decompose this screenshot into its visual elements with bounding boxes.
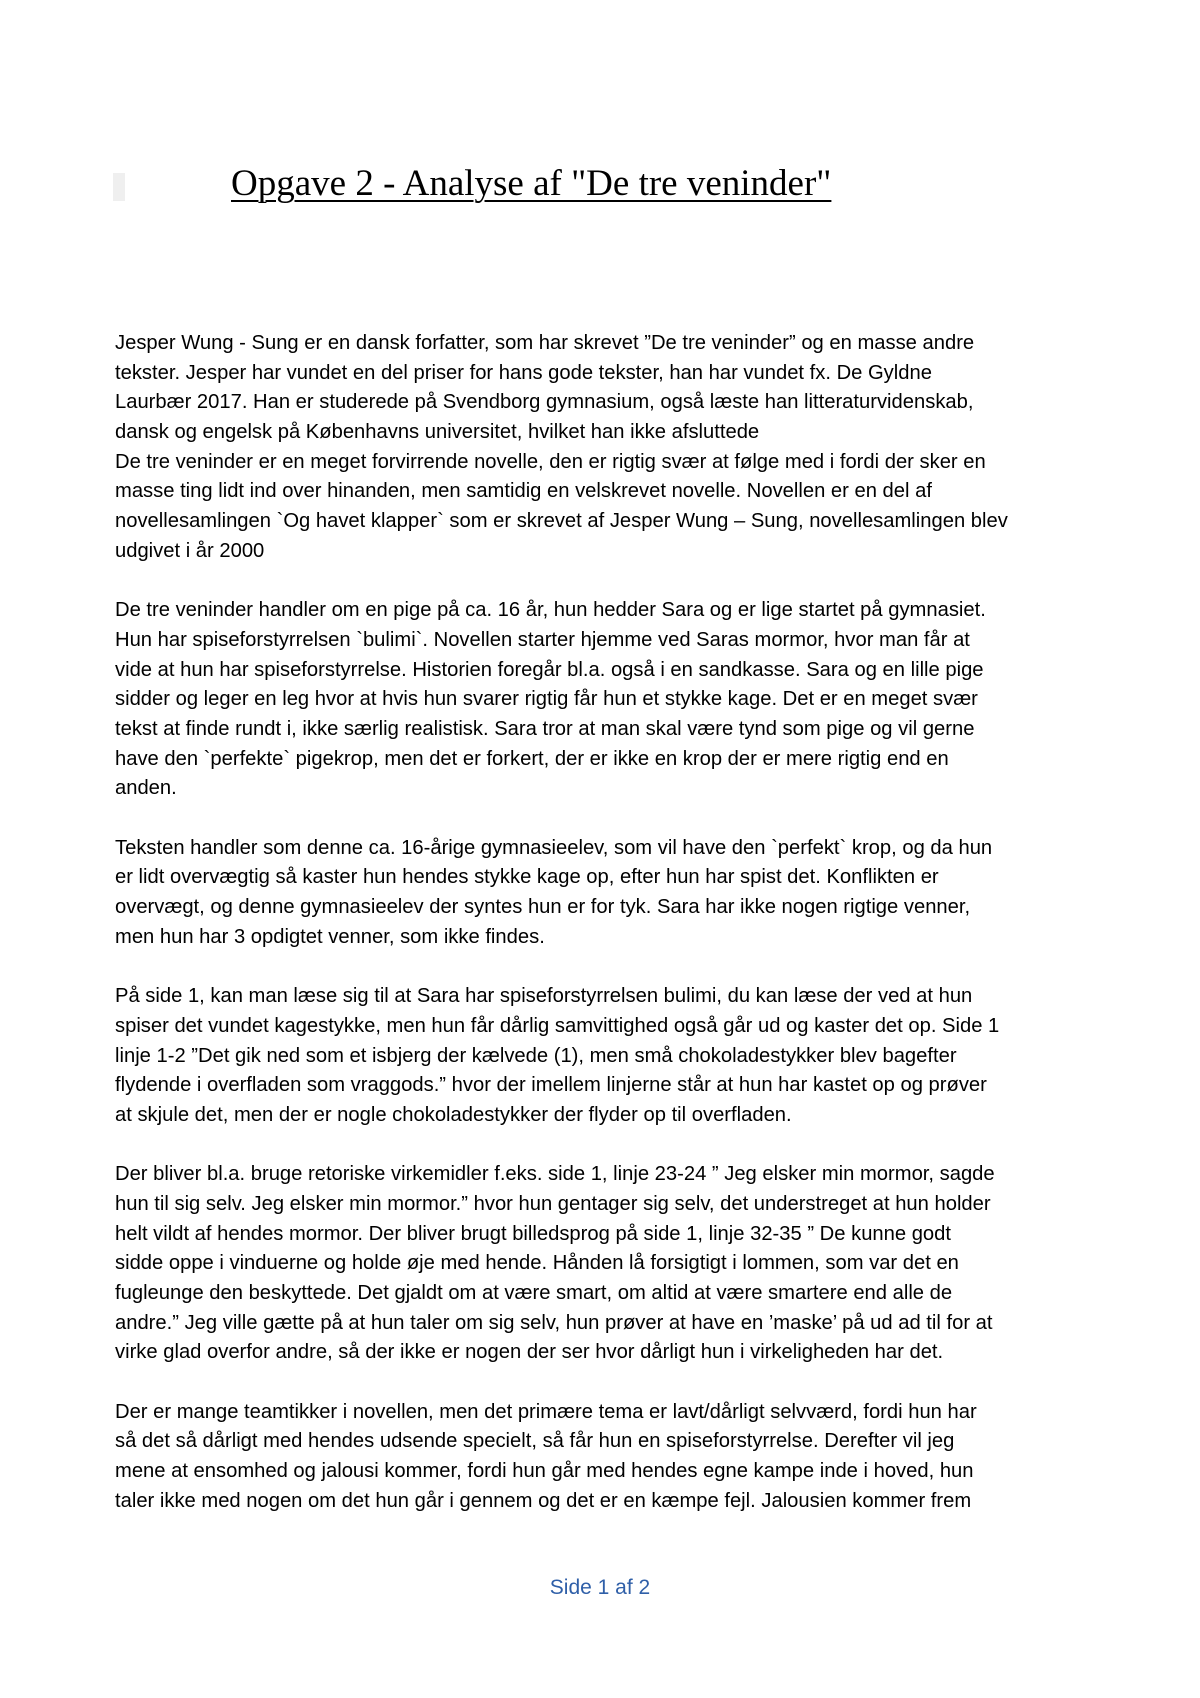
page-number-footer: Side 1 af 2: [549, 1576, 651, 1599]
text-line: virke glad overfor andre, så der ikke er nogen der ser hvor dårligt hun i virkeligheden har det.: [115, 1341, 944, 1364]
text-line: dansk og engelsk på Københavns universitet, hvilket han ikke afsluttede: [115, 421, 760, 444]
text-line: tekster. Jesper har vundet en del priser for hans gode tekster, han har vundet fx. De Gyldne: [115, 361, 932, 384]
paragraph-1: [115, 329, 1115, 567]
text-line: andre.” Jeg ville gætte på at hun taler om sig selv, hun prøver at have en ’maske’ på ud ad til for at: [115, 1311, 993, 1334]
text-line: linje 1-2 ”Det gik ned som et isbjerg der kælvede (1), men små chokoladestykker blev bagefter: [115, 1044, 957, 1067]
text-line: Teksten handler som denne ca. 16-årige gymnasieelev, som vil have den `perfekt` krop, og da hun: [115, 836, 993, 859]
text-line: taler ikke med nogen om det hun går i gennem og det er en kæmpe fejl. Jalousien kommer frem: [115, 1489, 972, 1512]
paragraph-6: [115, 1398, 1115, 1517]
paragraph-gap: [115, 1131, 1115, 1161]
text-line: have den `perfekte` pigekrop, men det er forkert, der er ikke en krop der er mere rigtig end en: [115, 747, 949, 770]
paragraph-gap: [115, 952, 1115, 982]
text-line: tekst at finde rundt i, ikke særlig realistisk. Sara tror at man skal være tynd som pige og vil gerne: [115, 717, 975, 740]
page-title: Opgave 2 - Analyse af "De tre veninder": [231, 163, 832, 204]
text-line: så det så dårligt med hendes udsende specielt, så får hun en spiseforstyrrelse. Derefter vil jeg: [115, 1430, 955, 1453]
text-line: sidder og leger en leg hvor at hvis hun svarer rigtig får hun et stykke kage. Det er en meget svær: [115, 688, 978, 711]
text-line: sidde oppe i vinduerne og holde øje med hende. Hånden lå forsigtigt i lommen, som var det en: [115, 1252, 959, 1275]
text-line: hun til sig selv. Jeg elsker min mormor.” hvor hun gentager sig selv, det understreget at hun holder: [115, 1192, 991, 1215]
text-line: novellesamlingen `Og havet klapper` som er skrevet af Jesper Wung – Sung, novellesamlingen blev: [115, 510, 1008, 533]
text-line: Laurbær 2017. Han er studerede på Svendborg gymnasium, også læste han litteraturvidenskab,: [115, 391, 974, 414]
paragraph-gap: [115, 804, 1115, 834]
text-line: helt vildt af hendes mormor. Der bliver brugt billedsprog på side 1, linje 32-35 ” De kunne godt: [115, 1222, 951, 1245]
paragraph-5: [115, 1160, 1115, 1368]
text-line: Der bliver bl.a. bruge retoriske virkemidler f.eks. side 1, linje 23-24 ” Jeg elsker min mormor, sagde: [115, 1163, 995, 1186]
text-line: Jesper Wung - Sung er en dansk forfatter, som har skrevet ”De tre veninder” og en masse andre: [115, 332, 975, 354]
document-body: [115, 329, 1115, 1517]
paragraph-gap: [115, 1368, 1115, 1398]
text-line: flydende i overfladen som vraggods.” hvor der imellem linjerne står at hun har kastet op og prøver: [115, 1074, 987, 1097]
text-line: vide at hun har spiseforstyrrelse. Historien foregår bl.a. også i en sandkasse. Sara og en lille pige: [115, 658, 984, 681]
text-line: masse ting lidt ind over hinanden, men samtidig en velskrevet novelle. Novellen er en del af: [115, 480, 932, 503]
paragraph-3: [115, 834, 1115, 953]
text-line: På side 1, kan man læse sig til at Sara har spiseforstyrrelsen bulimi, du kan læse der ved at hun: [115, 985, 973, 1008]
margin-mark: [113, 173, 125, 201]
text-line: er lidt overvægtig så kaster hun hendes stykke kage op, efter hun har spist det. Konflikten er: [115, 866, 939, 889]
text-line: mene at ensomhed og jalousi kommer, fordi hun går med hendes egne kampe inde i hoved, hun: [115, 1460, 974, 1483]
text-line: anden.: [115, 777, 177, 800]
paragraph-2: [115, 596, 1115, 804]
text-line: De tre veninder er en meget forvirrende novelle, den er rigtig svær at følge med i fordi der sker en: [115, 450, 986, 473]
text-line: De tre veninder handler om en pige på ca. 16 år, hun hedder Sara og er lige startet på gymnasiet.: [115, 599, 986, 622]
text-line: at skjule det, men der er nogle chokoladestykker der flyder op til overfladen.: [115, 1103, 792, 1126]
text-line: fugleunge den beskyttede. Det gjaldt om at være smart, om altid at være smartere end alle de: [115, 1282, 953, 1304]
text-line: spiser det vundet kagestykke, men hun får dårlig samvittighed også går ud og kaster det op. Side 1: [115, 1014, 1000, 1037]
paragraph-gap: [115, 567, 1115, 597]
text-line: udgivet i år 2000: [115, 539, 265, 562]
paragraph-4: [115, 982, 1115, 1130]
text-line: men hun har 3 opdigtet venner, som ikke findes.: [115, 925, 545, 948]
text-line: Der er mange teamtikker i novellen, men det primære tema er lavt/dårligt selvværd, fordi hun har: [115, 1400, 977, 1423]
text-line: overvægt, og denne gymnasieelev der syntes hun er for tyk. Sara har ikke nogen rigtige venner,: [115, 896, 971, 919]
text-line: Hun har spiseforstyrrelsen `bulimi`. Novellen starter hjemme ved Saras mormor, hvor man får at: [115, 628, 970, 651]
